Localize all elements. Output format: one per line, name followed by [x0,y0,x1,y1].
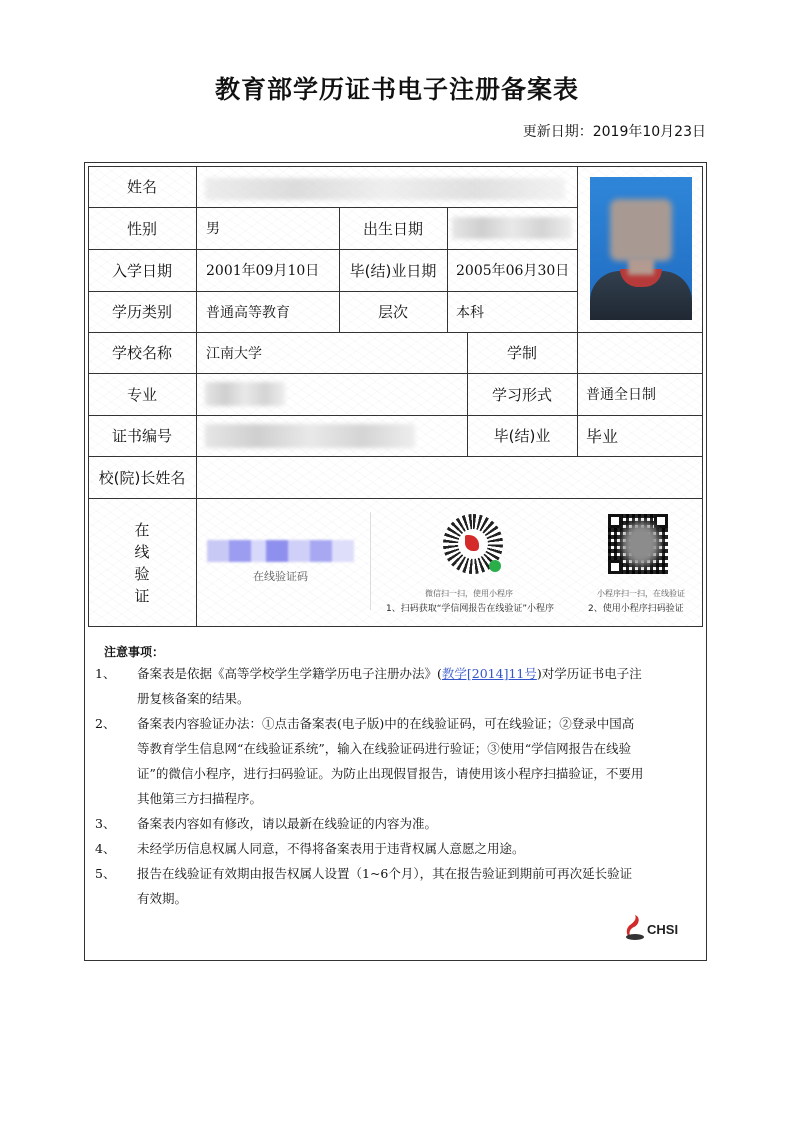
page-title: 教育部学历证书电子注册备案表 [214,75,579,104]
note-item-1: 1、 备案表是依据《高等学校学生学籍学历电子注册办法》(教学[2014]11号)对学历证书电子注册复核备案的结果。 [95,666,642,706]
label-name: 姓名 [126,178,157,196]
divider [370,512,371,610]
value-enroll-date: 2001年09月10日 [206,263,320,279]
label-education-type: 学历类别 [111,303,172,321]
grid-line [577,332,578,456]
birth-date-redacted [452,217,572,239]
regulation-link[interactable]: 教学[2014]11号 [441,666,537,681]
major-redacted [205,382,285,406]
label-duration: 学制 [506,344,537,362]
note-item-2: 2、 备案表内容验证办法：①点击备案表(电子版)中的在线验证码，可在线验证；②登录中国高等教育学生信息网“在线验证系统”，输入在线验证码进行验证；③使用“学信网报告在线验证”的微信小程序，进行扫码验证。为防止出现假冒报告，请使用该小程序扫描验证，不要用其他第三方扫描程序。 [95,716,644,806]
wechat-scan-hint: 微信扫一扫，使用小程序 [425,589,513,598]
step-1-text: 1、扫码获取“学信网报告在线验证”小程序 [386,604,555,614]
verification-code-redacted[interactable] [207,540,354,562]
label-graduation-date: 毕(结)业日期 [349,261,437,280]
value-study-form: 普通全日制 [586,387,656,403]
value-graduation-status: 毕业 [586,427,619,446]
label-certificate-no: 证书编号 [111,427,172,445]
label-enroll-date: 入学日期 [111,261,172,280]
student-photo [590,177,692,320]
verification-code-label: 在线验证码 [253,570,308,583]
value-level: 本科 [456,304,484,321]
mini-program-qr-icon[interactable] [443,514,503,574]
update-date: 更新日期：2019年10月23日 [522,124,706,140]
grid-line [447,207,448,332]
chsi-logo: CHSI [625,913,685,943]
value-gender: 男 [206,221,220,237]
label-president: 校(院)长姓名 [98,468,186,487]
chsi-emblem-icon [625,913,645,941]
step-2-text: 2、使用小程序扫码验证 [588,604,684,614]
value-education-type: 普通高等教育 [206,304,290,321]
label-major: 专业 [126,385,157,404]
label-gender: 性别 [126,219,157,238]
label-school: 学校名称 [111,344,172,362]
certificate-no-redacted [205,424,415,448]
label-graduation-status: 毕(结)业 [493,427,551,445]
grid-line [196,166,197,627]
label-level: 层次 [377,303,408,321]
value-graduation-date: 2005年06月30日 [456,263,570,279]
notes-heading: 注意事项： [104,645,165,659]
label-study-form: 学习形式 [491,385,552,404]
mini-program-scan-hint: 小程序扫一扫，在线验证 [597,589,685,598]
verify-qr-icon[interactable] [608,514,668,574]
label-online-verify: 在 线 验 证 [134,520,150,605]
note-item-4: 4、 未经学历信息权属人同意，不得将备案表用于违背权属人意愿之用途。 [95,841,525,856]
label-birth-date: 出生日期 [362,219,423,238]
name-redacted [205,178,565,200]
note-item-5: 5、 报告在线验证有效期由报告权属人设置（1~6个月），其在报告验证到期前可再次延长验证有效期。 [95,866,633,906]
value-school: 江南大学 [206,345,262,362]
grid-line [577,166,578,332]
note-item-3: 3、 备案表内容如有修改，请以最新在线验证的内容为准。 [95,816,438,831]
